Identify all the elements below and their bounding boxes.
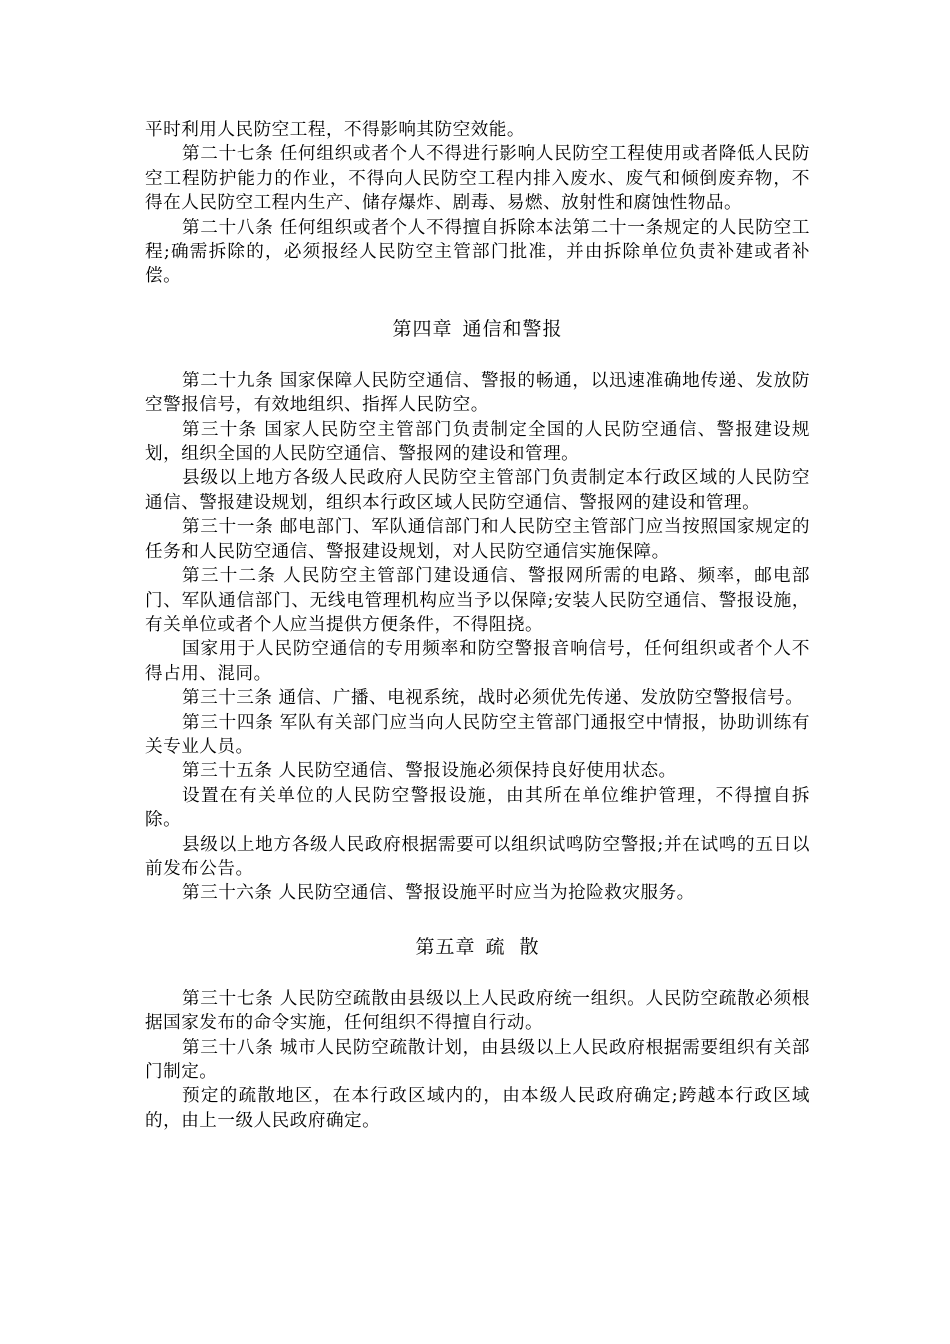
article-32: 第三十二条 人民防空主管部门建设通信、警报网所需的电路、频率，邮电部门、军队通信部门、无线电管理机构应当予以保障;安装人民防空通信、警报设施，有关单位或者个人应当提供方便条件，不得阻挠。 [145,566,810,635]
article-32-para-2: 国家用于人民防空通信的专用频率和防空警报音响信号，任何组织或者个人不得占用、混同。 [145,639,810,684]
chapter-4-title: 通信和警报 [462,317,563,340]
article-38: 第三十八条 城市人民防空疏散计划，由县级以上人民政府根据需要组织有关部门制定。 [145,1037,810,1082]
article-27: 第二十七条 任何组织或者个人不得进行影响人民防空工程使用或者降低人民防空工程防护能力的作业，不得向人民防空工程内排入废水、废气和倾倒废弃物，不得在人民防空工程内生产、储存爆炸、剧毒、易燃、放射性和腐蚀性物品。 [145,144,810,214]
article-30: 第三十条 国家人民防空主管部门负责制定全国的人民防空通信、警报建设规划，组织全国的人民防空通信、警报网的建设和管理。 [145,419,810,465]
article-38-para-2: 预定的疏散地区，在本行政区域内的，由本级人民政府确定;跨越本行政区域的，由上一级人民政府确定。 [145,1086,810,1131]
article-35-para-3: 县级以上地方各级人民政府根据需要可以组织试鸣防空警报;并在试鸣的五日以前发布公告。 [145,834,810,879]
article-35: 第三十五条 人民防空通信、警报设施必须保持良好使用状态。 [182,761,677,782]
article-37: 第三十七条 人民防空疏散由县级以上人民政府统一组织。人民防空疏散必须根据国家发布的命令实施，任何组织不得擅自行动。 [145,988,810,1034]
article-28: 第二十八条 任何组织或者个人不得擅自拆除本法第二十一条规定的人民防空工程;确需拆除的，必须报经人民防空主管部门批准，并由拆除单位负责补建或者补偿。 [145,217,810,287]
chapter-5-number: 第五章 [415,935,476,958]
chapter-4-number: 第四章 [392,317,453,340]
chapter-5-title: 疏 散 [485,935,540,958]
article-29: 第二十九条 国家保障人民防空通信、警报的畅通，以迅速准确地传递、发放防空警报信号，有效地组织、指挥人民防空。 [145,370,810,416]
article-34: 第三十四条 军队有关部门应当向人民防空主管部门通报空中情报，协助训练有关专业人员。 [145,712,810,757]
article-30-para-2: 县级以上地方各级人民政府人民防空主管部门负责制定本行政区域的人民防空通信、警报建设规划，组织本行政区域人民防空通信、警报网的建设和管理。 [145,468,810,513]
paragraph: 平时利用人民防空工程，不得影响其防空效能。 [145,120,525,140]
article-35-para-2: 设置在有关单位的人民防空警报设施，由其所在单位维护管理，不得擅自拆除。 [145,785,810,831]
chapter-5-heading [145,935,810,959]
article-36: 第三十六条 人民防空通信、警报设施平时应当为抢险救灾服务。 [182,883,695,904]
document-page [145,118,810,1133]
chapter-4-heading [145,317,810,341]
article-33: 第三十三条 通信、广播、电视系统，战时必须优先传递、发放防空警报信号。 [182,688,804,709]
article-31: 第三十一条 邮电部门、军队通信部门和人民防空主管部门应当按照国家规定的任务和人民防空通信、警报建设规划，对人民防空通信实施保障。 [145,517,810,562]
